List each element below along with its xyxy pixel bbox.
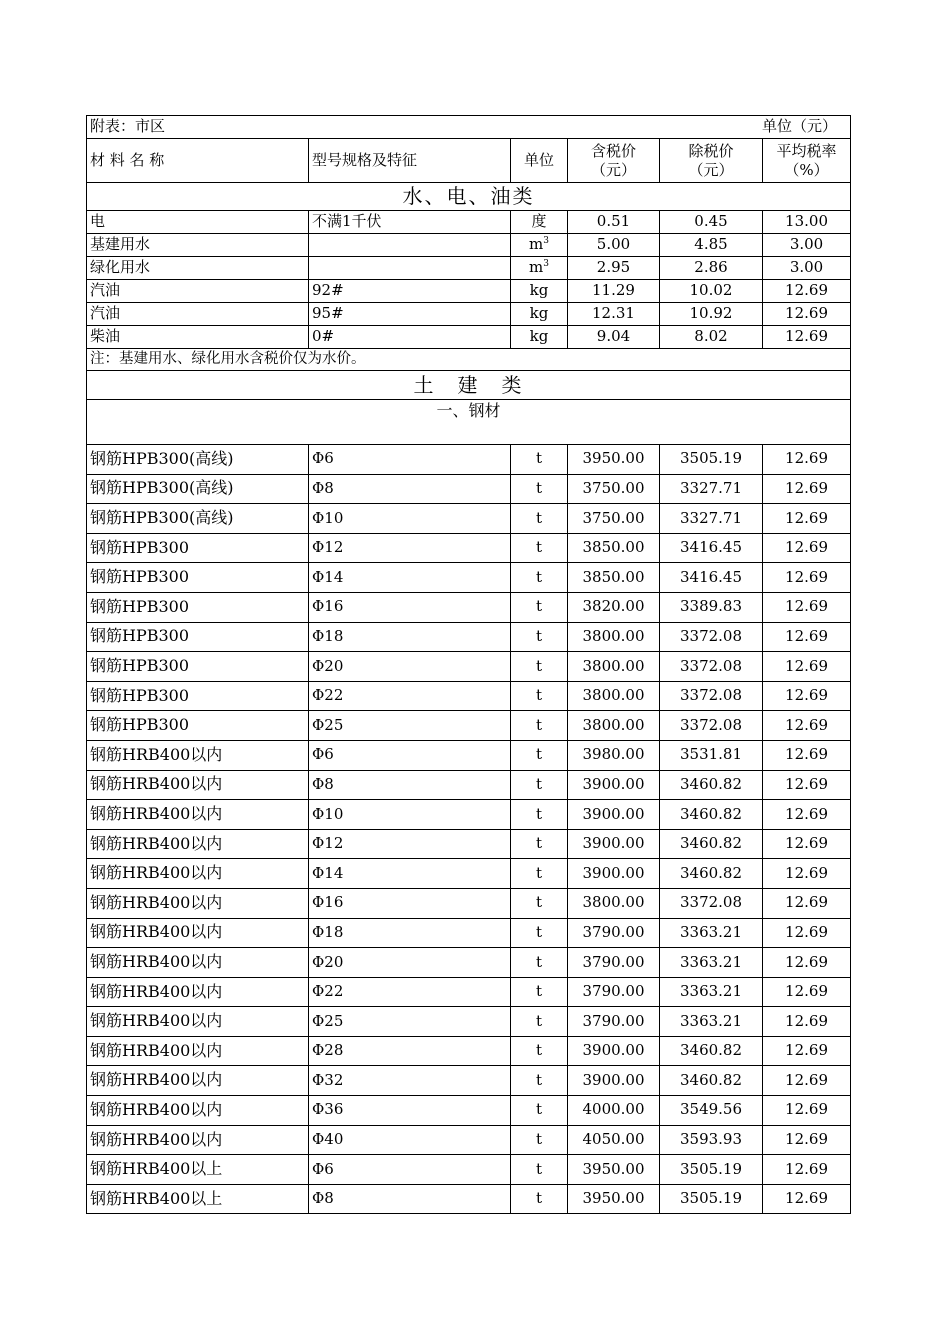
material-name: 绿化用水 [87, 257, 309, 280]
material-spec: Φ14 [309, 859, 511, 889]
price-tax-included: 3800.00 [568, 652, 660, 682]
material-unit: t [511, 622, 568, 652]
avg-tax-rate: 3.00 [763, 257, 851, 280]
note-row [87, 349, 851, 371]
material-name: 钢筋HRB400以内 [87, 948, 309, 978]
price-tax-included: 0.51 [568, 211, 660, 234]
price-tax-included: 3850.00 [568, 533, 660, 563]
steel-row [87, 1125, 851, 1155]
material-name: 基建用水 [87, 234, 309, 257]
section-title-water: 水、电、油类 [87, 183, 851, 211]
price-tax-included: 3790.00 [568, 918, 660, 948]
price-tax-excluded: 3505.19 [660, 445, 763, 475]
avg-tax-rate: 12.69 [763, 504, 851, 534]
utility-row [87, 303, 851, 326]
steel-row [87, 859, 851, 889]
material-name: 电 [87, 211, 309, 234]
price-tax-included: 3800.00 [568, 888, 660, 918]
avg-tax-rate: 12.69 [763, 1096, 851, 1126]
material-name: 钢筋HRB400以内 [87, 977, 309, 1007]
price-tax-included: 3900.00 [568, 800, 660, 830]
price-tax-excluded: 8.02 [660, 326, 763, 349]
col-header-rate [763, 139, 851, 183]
steel-row [87, 504, 851, 534]
section-title-civil: 土 建 类 [87, 371, 851, 400]
material-unit [511, 257, 568, 280]
price-tax-excluded: 3460.82 [660, 770, 763, 800]
material-spec: Φ16 [309, 592, 511, 622]
material-unit: t [511, 829, 568, 859]
steel-row [87, 652, 851, 682]
note-text: 注：基建用水、绿化用水含税价仅为水价。 [87, 349, 851, 371]
material-unit: t [511, 592, 568, 622]
price-tax-included: 4050.00 [568, 1125, 660, 1155]
col-header-tax-excl [660, 139, 763, 183]
col-header-tax-excl-line2: （元） [688, 160, 734, 179]
price-tax-included: 11.29 [568, 280, 660, 303]
steel-row [87, 563, 851, 593]
price-tax-excluded: 3389.83 [660, 592, 763, 622]
material-name: 钢筋HRB400以内 [87, 1096, 309, 1126]
col-header-spec: 型号规格及特征 [309, 139, 511, 183]
material-unit: t [511, 977, 568, 1007]
col-header-rate-line2: （%） [784, 160, 829, 179]
material-name: 钢筋HRB400以内 [87, 859, 309, 889]
material-name: 钢筋HRB400以上 [87, 1155, 309, 1185]
material-unit: t [511, 1036, 568, 1066]
unit-text: m [529, 258, 544, 277]
price-tax-included: 3900.00 [568, 1036, 660, 1066]
col-header-name: 材 料 名 称 [87, 139, 309, 183]
price-tax-included: 3800.00 [568, 711, 660, 741]
price-tax-included: 5.00 [568, 234, 660, 257]
steel-row [87, 711, 851, 741]
avg-tax-rate: 12.69 [763, 1007, 851, 1037]
material-unit: t [511, 1155, 568, 1185]
material-spec: Φ36 [309, 1096, 511, 1126]
material-name: 钢筋HPB300 [87, 533, 309, 563]
price-tax-excluded: 3460.82 [660, 800, 763, 830]
price-tax-excluded: 3327.71 [660, 474, 763, 504]
col-header-rate-line1: 平均税率 [776, 141, 837, 160]
material-name: 钢筋HPB300 [87, 622, 309, 652]
material-spec: 0# [309, 326, 511, 349]
material-name: 钢筋HRB400以内 [87, 1007, 309, 1037]
material-name: 汽油 [87, 303, 309, 326]
material-unit [511, 280, 568, 303]
avg-tax-rate: 12.69 [763, 800, 851, 830]
avg-tax-rate: 12.69 [763, 859, 851, 889]
price-tax-included: 3900.00 [568, 859, 660, 889]
material-unit: t [511, 681, 568, 711]
avg-tax-rate: 3.00 [763, 234, 851, 257]
steel-row [87, 1155, 851, 1185]
price-tax-included: 3790.00 [568, 977, 660, 1007]
section-row-water [87, 183, 851, 211]
material-spec: 92# [309, 280, 511, 303]
material-spec: Φ10 [309, 800, 511, 830]
material-spec: Φ25 [309, 711, 511, 741]
material-spec: Φ40 [309, 1125, 511, 1155]
material-name: 钢筋HPB300 [87, 592, 309, 622]
utility-row [87, 211, 851, 234]
price-tax-included: 3800.00 [568, 681, 660, 711]
avg-tax-rate: 12.69 [763, 652, 851, 682]
price-tax-included: 3820.00 [568, 592, 660, 622]
avg-tax-rate: 12.69 [763, 740, 851, 770]
steel-row [87, 770, 851, 800]
material-name: 钢筋HPB300 [87, 711, 309, 741]
material-spec: Φ16 [309, 888, 511, 918]
avg-tax-rate: 12.69 [763, 681, 851, 711]
utility-row [87, 280, 851, 303]
material-unit: t [511, 888, 568, 918]
price-tax-excluded: 3416.45 [660, 563, 763, 593]
price-tax-excluded: 3549.56 [660, 1096, 763, 1126]
steel-row [87, 592, 851, 622]
unit-label: 单位（元） [762, 117, 838, 136]
material-name: 钢筋HPB300(高线) [87, 504, 309, 534]
material-unit: t [511, 1125, 568, 1155]
material-name: 钢筋HRB400以内 [87, 888, 309, 918]
material-spec: Φ28 [309, 1036, 511, 1066]
steel-row [87, 1184, 851, 1214]
material-name: 钢筋HRB400以内 [87, 918, 309, 948]
steel-row [87, 888, 851, 918]
region-label: 附表：市区 [90, 117, 166, 136]
material-name: 钢筋HRB400以内 [87, 770, 309, 800]
price-tax-included: 4000.00 [568, 1096, 660, 1126]
material-spec: Φ12 [309, 533, 511, 563]
price-tax-excluded: 10.92 [660, 303, 763, 326]
price-table [86, 115, 851, 1214]
material-name: 钢筋HRB400以内 [87, 800, 309, 830]
material-unit: t [511, 563, 568, 593]
col-header-tax-incl [568, 139, 660, 183]
avg-tax-rate: 12.69 [763, 622, 851, 652]
material-spec: Φ10 [309, 504, 511, 534]
avg-tax-rate: 13.00 [763, 211, 851, 234]
price-tax-included: 3900.00 [568, 1066, 660, 1096]
avg-tax-rate: 12.69 [763, 1036, 851, 1066]
material-unit: t [511, 1007, 568, 1037]
material-spec: Φ6 [309, 445, 511, 475]
avg-tax-rate: 12.69 [763, 770, 851, 800]
price-tax-excluded: 3593.93 [660, 1125, 763, 1155]
steel-row [87, 681, 851, 711]
price-tax-excluded: 3363.21 [660, 1007, 763, 1037]
steel-row [87, 740, 851, 770]
material-name: 钢筋HRB400以内 [87, 740, 309, 770]
price-tax-excluded: 3372.08 [660, 681, 763, 711]
material-spec: Φ14 [309, 563, 511, 593]
material-unit: t [511, 770, 568, 800]
material-name: 钢筋HRB400以内 [87, 829, 309, 859]
material-unit [511, 234, 568, 257]
avg-tax-rate: 12.69 [763, 888, 851, 918]
avg-tax-rate: 12.69 [763, 303, 851, 326]
utility-row [87, 234, 851, 257]
price-tax-excluded: 3505.19 [660, 1155, 763, 1185]
material-unit: t [511, 740, 568, 770]
column-header-row [87, 139, 851, 183]
col-header-tax-incl-line2: （元） [590, 160, 636, 179]
material-unit: t [511, 859, 568, 889]
price-tax-excluded: 3363.21 [660, 948, 763, 978]
price-tax-included: 3800.00 [568, 622, 660, 652]
material-unit [511, 211, 568, 234]
steel-row [87, 474, 851, 504]
material-unit: t [511, 533, 568, 563]
material-unit: t [511, 948, 568, 978]
material-spec: Φ18 [309, 918, 511, 948]
col-header-tax-incl-line1: 含税价 [590, 141, 636, 160]
material-name: 汽油 [87, 280, 309, 303]
avg-tax-rate: 12.69 [763, 977, 851, 1007]
material-unit: t [511, 474, 568, 504]
avg-tax-rate: 12.69 [763, 326, 851, 349]
price-tax-included: 3850.00 [568, 563, 660, 593]
material-name: 钢筋HPB300 [87, 652, 309, 682]
material-spec: Φ25 [309, 1007, 511, 1037]
material-unit: t [511, 504, 568, 534]
material-spec: Φ12 [309, 829, 511, 859]
price-tax-included: 2.95 [568, 257, 660, 280]
material-spec: Φ6 [309, 1155, 511, 1185]
sheet-header-cell [87, 116, 851, 139]
price-tax-excluded: 4.85 [660, 234, 763, 257]
price-tax-excluded: 3363.21 [660, 918, 763, 948]
price-tax-excluded: 3327.71 [660, 504, 763, 534]
avg-tax-rate: 12.69 [763, 918, 851, 948]
avg-tax-rate: 12.69 [763, 1155, 851, 1185]
material-spec: Φ8 [309, 474, 511, 504]
unit-text: m [529, 235, 544, 254]
avg-tax-rate: 12.69 [763, 829, 851, 859]
material-spec: Φ22 [309, 681, 511, 711]
price-tax-excluded: 10.02 [660, 280, 763, 303]
price-tax-excluded: 3372.08 [660, 711, 763, 741]
material-name: 钢筋HRB400以内 [87, 1125, 309, 1155]
avg-tax-rate: 12.69 [763, 533, 851, 563]
material-spec: Φ8 [309, 770, 511, 800]
steel-row [87, 445, 851, 475]
material-unit: t [511, 1184, 568, 1214]
section-row-steel [87, 400, 851, 445]
steel-row [87, 829, 851, 859]
material-unit: t [511, 918, 568, 948]
price-tax-included: 3750.00 [568, 504, 660, 534]
avg-tax-rate: 12.69 [763, 563, 851, 593]
avg-tax-rate: 12.69 [763, 1184, 851, 1214]
avg-tax-rate: 12.69 [763, 592, 851, 622]
price-tax-included: 3750.00 [568, 474, 660, 504]
steel-row [87, 1007, 851, 1037]
material-unit: t [511, 711, 568, 741]
material-spec: Φ18 [309, 622, 511, 652]
utility-row [87, 257, 851, 280]
material-spec: 不满1千伏 [309, 211, 511, 234]
sheet-header-row [87, 116, 851, 139]
col-header-unit: 单位 [511, 139, 568, 183]
price-tax-included: 3900.00 [568, 770, 660, 800]
price-tax-excluded: 3505.19 [660, 1184, 763, 1214]
steel-row [87, 800, 851, 830]
steel-row [87, 948, 851, 978]
material-name: 钢筋HPB300(高线) [87, 445, 309, 475]
price-tax-included: 3790.00 [568, 1007, 660, 1037]
price-tax-excluded: 3372.08 [660, 652, 763, 682]
material-unit [511, 326, 568, 349]
avg-tax-rate: 12.69 [763, 1066, 851, 1096]
material-unit: t [511, 445, 568, 475]
material-name: 钢筋HRB400以内 [87, 1066, 309, 1096]
material-name: 钢筋HPB300 [87, 563, 309, 593]
price-tax-included: 3950.00 [568, 1184, 660, 1214]
price-tax-excluded: 3416.45 [660, 533, 763, 563]
material-name: 钢筋HPB300 [87, 681, 309, 711]
avg-tax-rate: 12.69 [763, 948, 851, 978]
price-tax-included: 3950.00 [568, 445, 660, 475]
price-tax-excluded: 3531.81 [660, 740, 763, 770]
material-spec: Φ22 [309, 977, 511, 1007]
price-tax-excluded: 3460.82 [660, 1036, 763, 1066]
material-spec: Φ20 [309, 652, 511, 682]
material-unit: t [511, 652, 568, 682]
unit-text: kg [529, 327, 549, 346]
utility-row [87, 326, 851, 349]
price-tax-excluded: 3363.21 [660, 977, 763, 1007]
price-tax-included: 3980.00 [568, 740, 660, 770]
material-name: 钢筋HRB400以上 [87, 1184, 309, 1214]
avg-tax-rate: 12.69 [763, 1125, 851, 1155]
avg-tax-rate: 12.69 [763, 280, 851, 303]
steel-row [87, 622, 851, 652]
unit-superscript: 3 [543, 236, 549, 247]
unit-text: kg [529, 281, 549, 300]
steel-row [87, 918, 851, 948]
unit-text: 度 [531, 212, 547, 231]
price-tax-excluded: 3460.82 [660, 1066, 763, 1096]
material-unit [511, 303, 568, 326]
price-tax-included: 12.31 [568, 303, 660, 326]
material-unit: t [511, 1066, 568, 1096]
material-spec: Φ32 [309, 1066, 511, 1096]
avg-tax-rate: 12.69 [763, 711, 851, 741]
material-spec: Φ20 [309, 948, 511, 978]
material-name: 柴油 [87, 326, 309, 349]
material-spec: Φ6 [309, 740, 511, 770]
price-tax-excluded: 0.45 [660, 211, 763, 234]
material-unit: t [511, 800, 568, 830]
price-tax-included: 3790.00 [568, 948, 660, 978]
steel-row [87, 1036, 851, 1066]
steel-row [87, 1096, 851, 1126]
unit-text: kg [529, 304, 549, 323]
price-tax-excluded: 3460.82 [660, 829, 763, 859]
material-spec [309, 257, 511, 280]
col-header-tax-excl-line1: 除税价 [688, 141, 734, 160]
material-name: 钢筋HPB300(高线) [87, 474, 309, 504]
price-tax-included: 3950.00 [568, 1155, 660, 1185]
material-spec: 95# [309, 303, 511, 326]
avg-tax-rate: 12.69 [763, 474, 851, 504]
price-tax-excluded: 3460.82 [660, 859, 763, 889]
section-title-steel: 一、钢材 [87, 400, 851, 445]
material-name: 钢筋HRB400以内 [87, 1036, 309, 1066]
material-spec [309, 234, 511, 257]
avg-tax-rate: 12.69 [763, 445, 851, 475]
unit-superscript: 3 [543, 259, 549, 270]
material-spec: Φ8 [309, 1184, 511, 1214]
section-row-civil [87, 371, 851, 400]
price-tax-excluded: 3372.08 [660, 622, 763, 652]
steel-row [87, 977, 851, 1007]
steel-row [87, 1066, 851, 1096]
price-tax-excluded: 2.86 [660, 257, 763, 280]
steel-row [87, 533, 851, 563]
price-tax-excluded: 3372.08 [660, 888, 763, 918]
material-unit: t [511, 1096, 568, 1126]
price-tax-included: 9.04 [568, 326, 660, 349]
price-tax-included: 3900.00 [568, 829, 660, 859]
